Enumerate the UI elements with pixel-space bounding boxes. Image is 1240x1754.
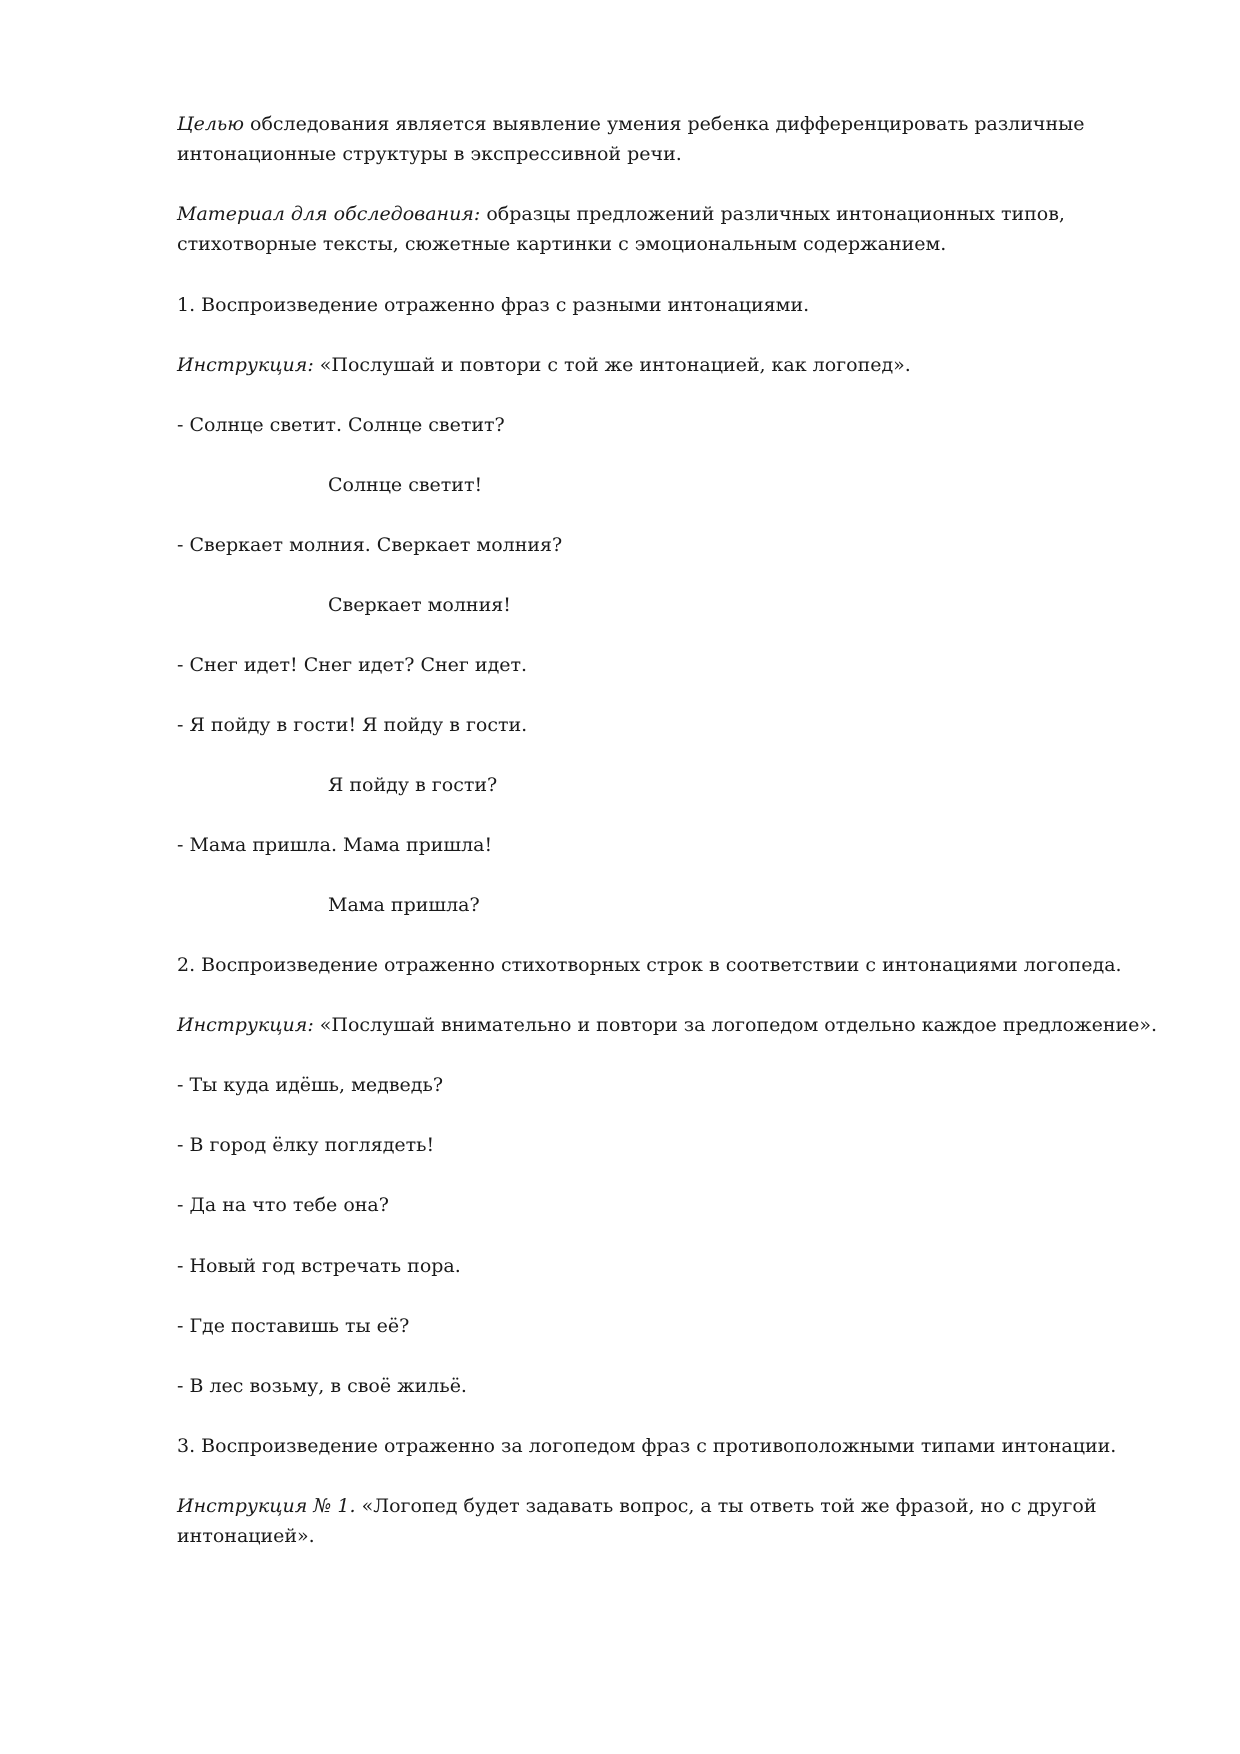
purpose-line-2: интонационные структуры в экспрессивной речи. — [177, 143, 682, 165]
section2-heading: 2. Воспроизведение отраженно стихотворных строк в соответствии с интонациями логопеда. — [177, 954, 1122, 976]
section1-phrase: Я пойду в гости? — [328, 774, 498, 796]
section1-phrase: Сверкает молния! — [328, 594, 511, 616]
section3-instruction-line-2: интонацией». — [177, 1525, 315, 1547]
section1-phrase: Мама пришла? — [328, 894, 480, 916]
material-line-2: стихотворные тексты, сюжетные картинки с эмоциональным содержанием. — [177, 233, 947, 255]
poem-line: - Ты куда идёшь, медведь? — [177, 1074, 443, 1096]
section1-phrase: - Сверкает молния. Сверкает молния? — [177, 534, 563, 556]
material-text: образцы предложений различных интонационных типов, — [480, 203, 1065, 225]
purpose-line-1 — [177, 109, 1085, 139]
purpose-label: Целью — [177, 113, 244, 135]
section2-instruction-label: Инструкция: — [177, 1014, 314, 1036]
section1-phrase: Солнце светит! — [328, 474, 483, 496]
section3-instruction-line-1 — [177, 1491, 1096, 1521]
material-label: Материал для обследования: — [177, 203, 481, 225]
material-line-1 — [177, 199, 1065, 229]
section1-phrase: - Мама пришла. Мама пришла! — [177, 834, 493, 856]
section1-instruction-text: «Послушай и повтори с той же интонацией, как логопед». — [313, 354, 911, 376]
section1-instruction — [177, 350, 911, 380]
poem-line: - Новый год встречать пора. — [177, 1255, 461, 1277]
poem-line: - В лес возьму, в своё жильё. — [177, 1375, 467, 1397]
poem-line: - Где поставишь ты её? — [177, 1315, 410, 1337]
section3-instruction-text: «Логопед будет задавать вопрос, а ты ответь той же фразой, но с другой — [355, 1495, 1097, 1517]
section1-instruction-label: Инструкция: — [177, 354, 314, 376]
section1-phrase: - Солнце светит. Солнце светит? — [177, 414, 505, 436]
section3-instruction-label: Инструкция № 1. — [177, 1495, 356, 1517]
poem-line: - В город ёлку поглядеть! — [177, 1134, 435, 1156]
purpose-text: обследования является выявление умения ребенка дифференцировать различные — [243, 113, 1085, 135]
poem-line: - Да на что тебе она? — [177, 1194, 389, 1216]
section2-instruction-text: «Послушай внимательно и повтори за логопедом отдельно каждое предложение». — [313, 1014, 1158, 1036]
section1-phrase: - Снег идет! Снег идет? Снег идет. — [177, 654, 528, 676]
section3-heading: 3. Воспроизведение отраженно за логопедом фраз с противоположными типами интонации. — [177, 1435, 1117, 1457]
section2-instruction — [177, 1010, 1157, 1040]
section1-heading: 1. Воспроизведение отраженно фраз с разными интонациями. — [177, 294, 810, 316]
section1-phrase: - Я пойду в гости! Я пойду в гости. — [177, 714, 528, 736]
